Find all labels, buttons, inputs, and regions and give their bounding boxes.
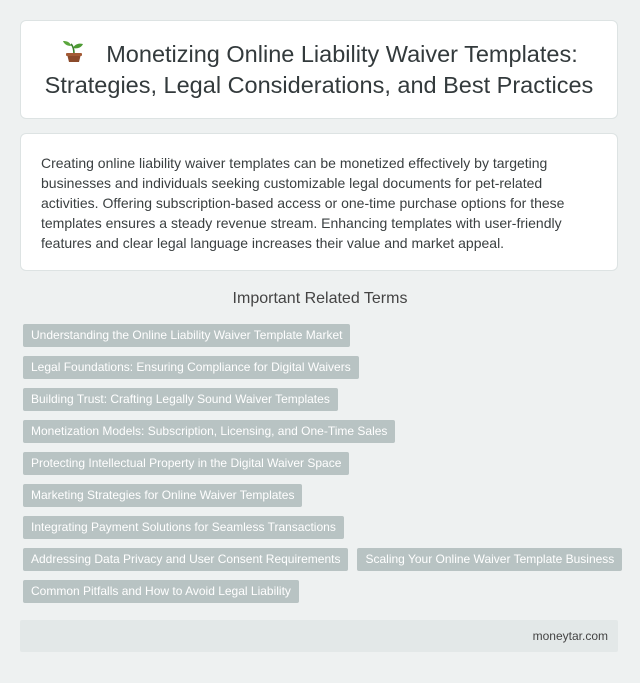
related-term-tag[interactable]: Protecting Intellectual Property in the Digital Waiver Space [23, 452, 349, 475]
related-terms-heading: Important Related Terms [232, 290, 408, 307]
footer [20, 620, 618, 652]
summary-card [20, 133, 618, 271]
related-term-tag[interactable]: Building Trust: Crafting Legally Sound Waiver Templates [23, 388, 338, 411]
summary-text: Creating online liability waiver templates can be monetized effectively by targeting businesses and individuals seeking customizable legal documents for pet-related activities. Offering subscription-based access or one-time purchase options for these templates ensures a steady revenue stream. Enhancing templates with user-friendly features and clear legal language increases their value and market appeal. [41, 155, 565, 251]
related-term-tag[interactable]: Understanding the Online Liability Waiver Template Market [23, 324, 350, 347]
related-term-tag[interactable]: Integrating Payment Solutions for Seamless Transactions [23, 516, 344, 539]
title-card [20, 20, 618, 119]
related-term-tag[interactable]: Legal Foundations: Ensuring Compliance for Digital Waivers [23, 356, 359, 379]
related-term-tag[interactable]: Monetization Models: Subscription, Licensing, and One-Time Sales [23, 420, 395, 443]
page-title-text: Monetizing Online Liability Waiver Templates: Strategies, Legal Considerations, and Best Practices [44, 40, 594, 98]
related-term-tag[interactable]: Marketing Strategies for Online Waiver Templates [23, 484, 302, 507]
seedling-icon [60, 40, 88, 64]
page-title [21, 39, 617, 101]
related-term-tag[interactable]: Scaling Your Online Waiver Template Business [357, 548, 622, 571]
related-term-tag[interactable]: Addressing Data Privacy and User Consent Requirements [23, 548, 348, 571]
related-term-tag[interactable]: Common Pitfalls and How to Avoid Legal Liability [23, 580, 299, 603]
footer-site-link[interactable]: moneytar.com [532, 629, 608, 643]
related-terms-list [23, 324, 623, 603]
